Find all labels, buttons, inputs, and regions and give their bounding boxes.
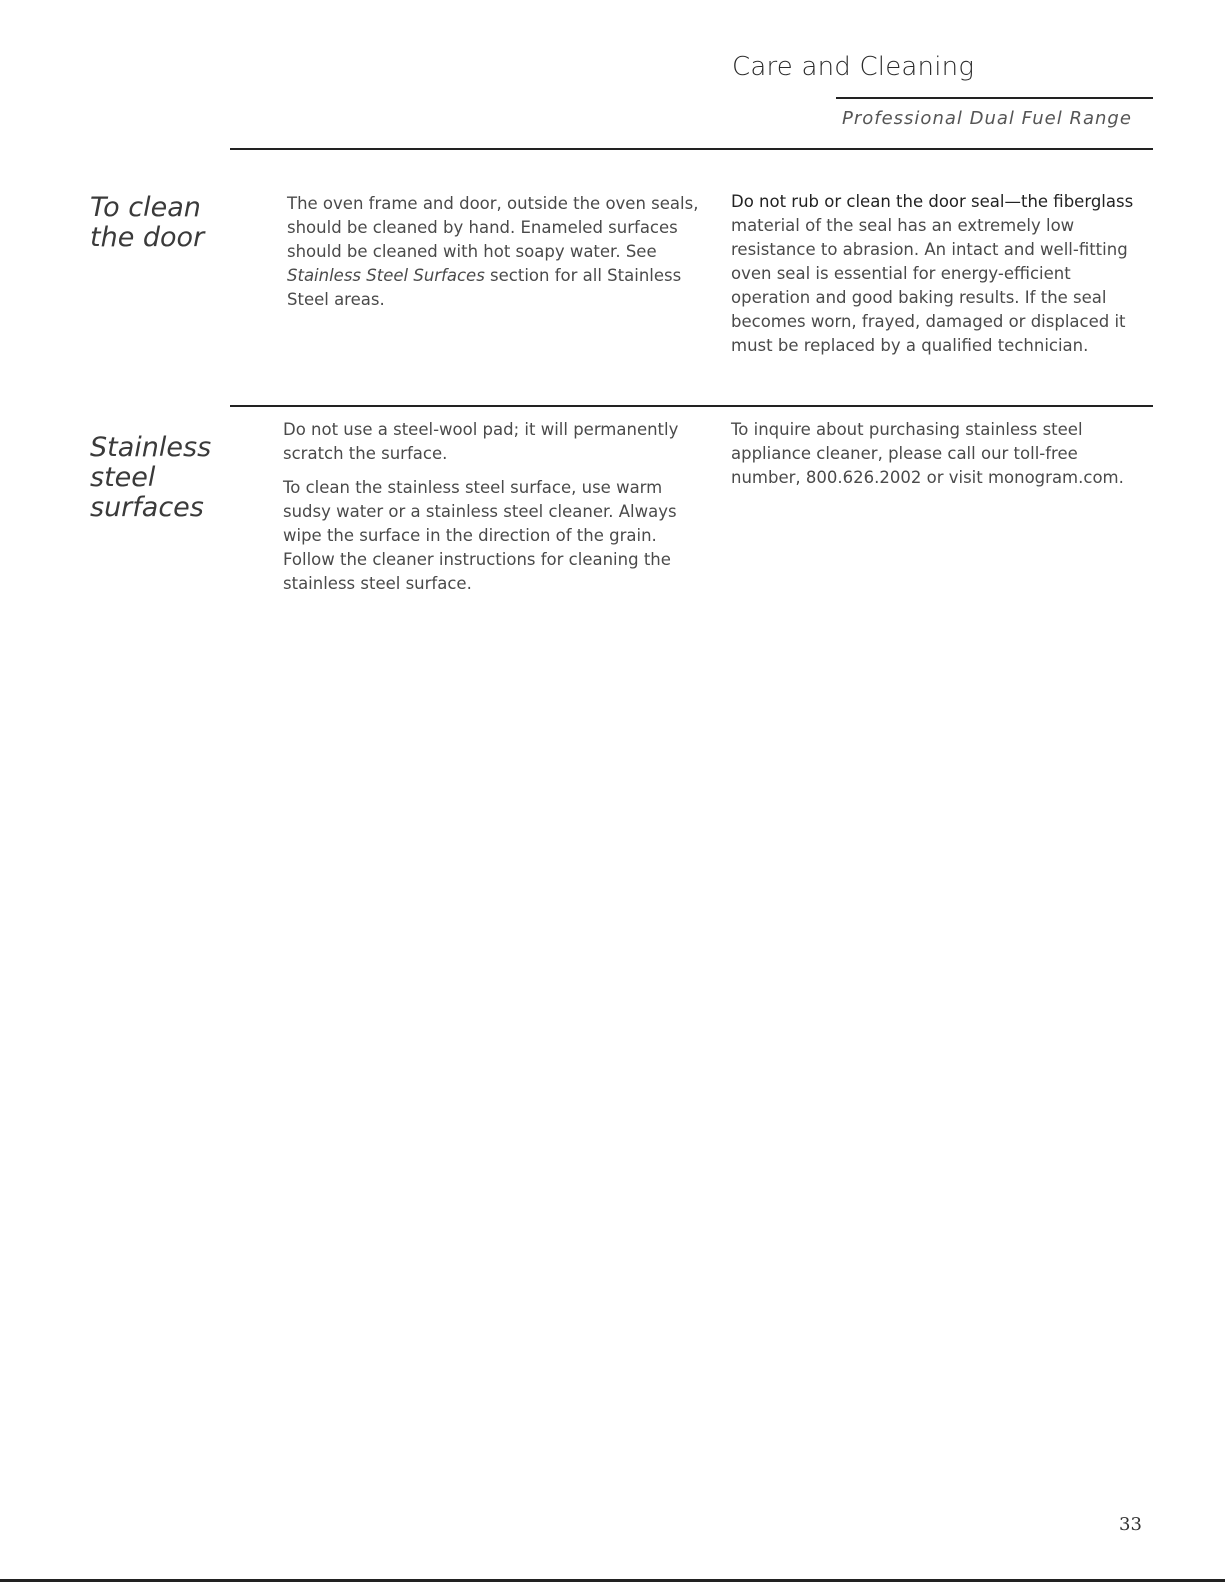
door-seal-warning-lead: Do not rub or clean the door seal	[731, 192, 1005, 211]
stainless-right-text	[731, 418, 1151, 500]
section-heading-clean-door: To clean the door	[90, 192, 205, 253]
section-heading-stainless-steel: Stainless steel surfaces	[90, 432, 212, 523]
steel-wool-warning: Do not use a steel-wool pad; it will permanently scratch the surface.	[283, 420, 679, 463]
clean-door-paragraph	[287, 192, 717, 312]
text-run: The oven frame and door, outside the oven seals, should be cleaned by hand. Enameled surfaces should be cleaned with hot soapy water. See	[287, 194, 699, 261]
page-subtitle: Professional Dual Fuel Range	[842, 108, 1132, 129]
stainless-cleaning-instructions: To clean the stainless steel surface, use warm sudsy water or a stainless steel cleaner. Always wipe the surface in the direction of the grain. Follow the cleaner instructions for cleaning the stainless steel surface.	[283, 478, 677, 593]
door-seal-warning	[731, 190, 1151, 358]
section-divider-1	[230, 148, 1153, 150]
door-seal-warning-lead-rest: —the fiberglass	[1004, 192, 1134, 211]
clean-door-right-text	[731, 190, 1151, 368]
stainless-left-text	[283, 418, 713, 606]
door-seal-warning-text: material of the seal has an extremely low resistance to abrasion. An intact and well-fitting oven seal is essential for energy-efficient operation and good baking results. If the seal becomes worn, frayed, damaged or displaced it must be replaced by a qualified technician.	[731, 216, 1128, 355]
clean-door-left-text	[287, 192, 717, 322]
header-divider-short	[836, 97, 1153, 99]
page-number: 33	[1119, 1514, 1142, 1535]
stainless-section-reference: Stainless Steel Surfaces	[287, 266, 485, 285]
cleaner-purchase-info: To inquire about purchasing stainless steel appliance cleaner, please call our toll-free number, 800.626.2002 or visit monogram.com.	[731, 420, 1124, 487]
page-title: Care and Cleaning	[732, 52, 975, 82]
page-bottom-edge	[0, 1579, 1225, 1582]
text-run: section for all Stainless Steel areas.	[287, 266, 682, 309]
section-divider-2	[230, 405, 1153, 407]
